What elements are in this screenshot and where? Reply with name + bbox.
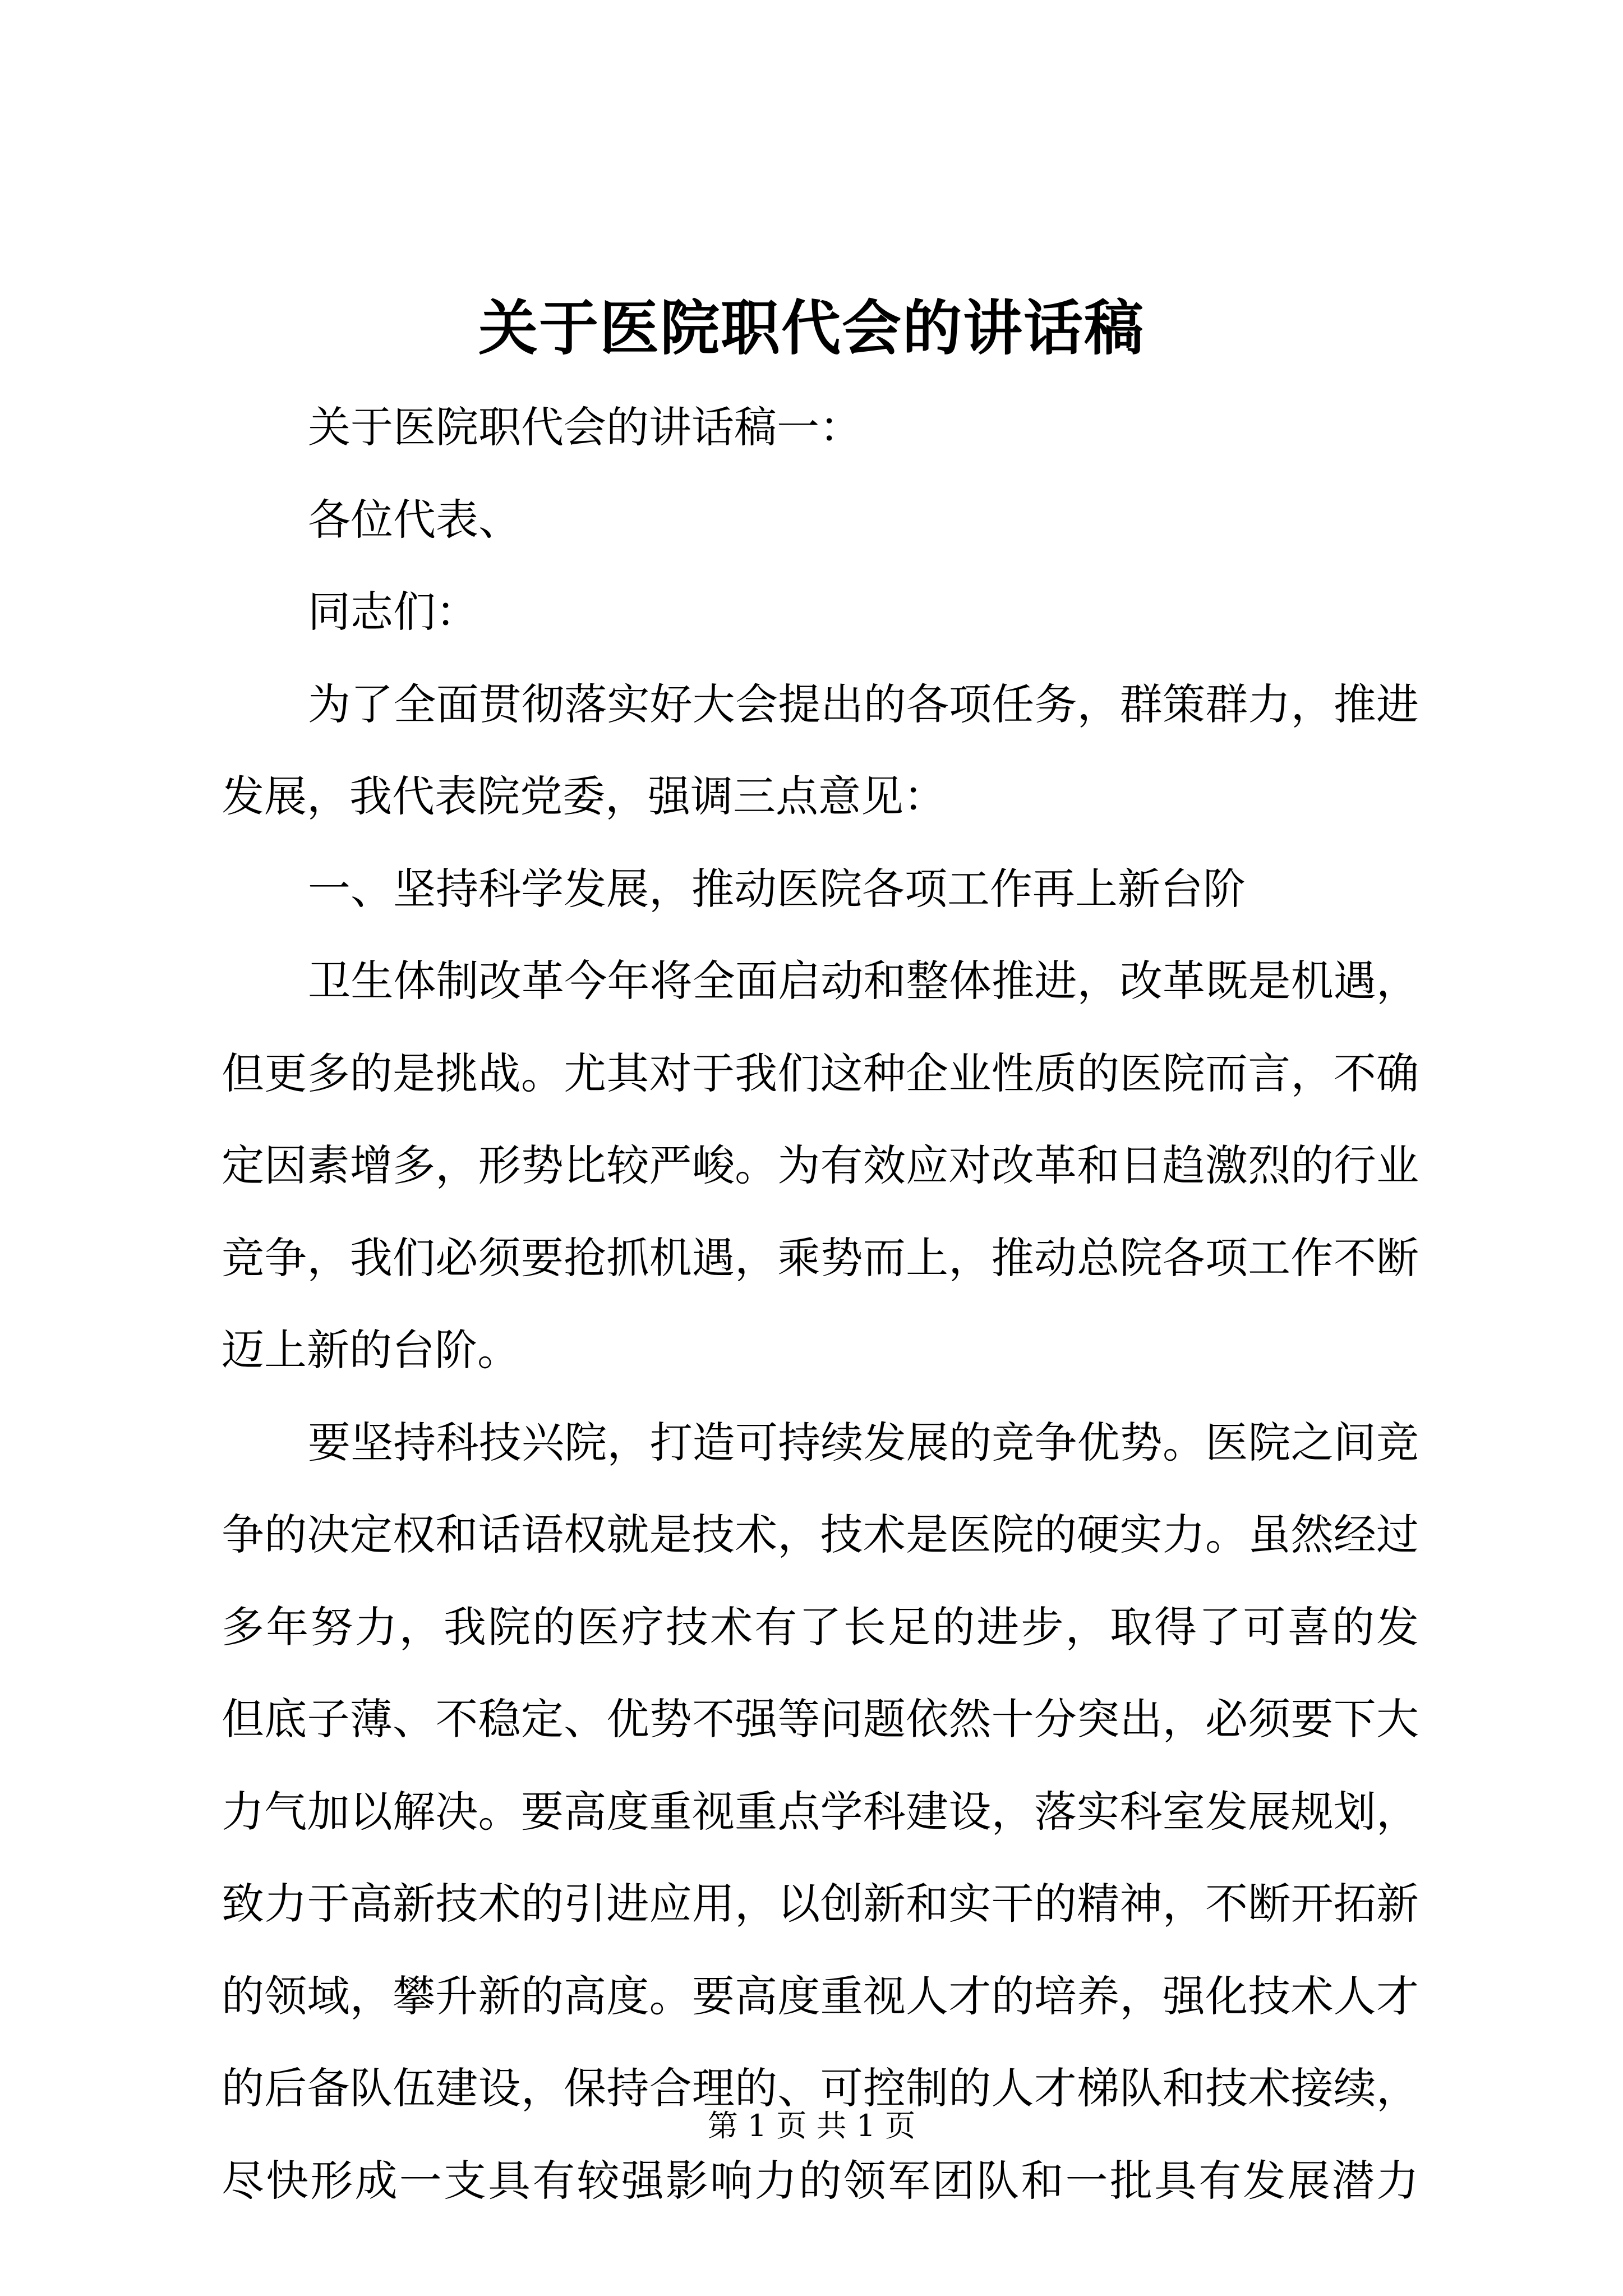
text-line: 但底子薄、不稳定、优势不强等问题依然十分突出，必须要下大 bbox=[222, 1694, 1419, 1744]
text-line: 多年努力，我院的医疗技术有了长足的进步，取得了可喜的发 bbox=[222, 1602, 1419, 1652]
text-line: 但更多的是挑战。尤其对于我们这种企业性质的医院而言，不确 bbox=[222, 1048, 1419, 1098]
document-title: 关于医院职代会的讲话稿 bbox=[478, 293, 1145, 363]
text-line: 为了全面贯彻落实好大会提出的各项任务，群策群力，推进 bbox=[308, 679, 1419, 729]
text-line: 的后备队伍建设，保持合理的、可控制的人才梯队和技术接续， bbox=[222, 2063, 1419, 2113]
document-body bbox=[222, 381, 1419, 2227]
text-line: 致力于高新技术的引进应用，以创新和实干的精神，不断开拓新 bbox=[222, 1879, 1419, 1929]
text-line: 定因素增多，形势比较严峻。为有效应对改革和日趋激烈的行业 bbox=[222, 1140, 1419, 1190]
text-line: 要坚持科技兴院，打造可持续发展的竞争优势。医院之间竞 bbox=[308, 1417, 1419, 1467]
text-line: 争的决定权和话语权就是技术，技术是医院的硬实力。虽然经过 bbox=[222, 1510, 1419, 1559]
text-line: 的领域，攀升新的高度。要高度重视人才的培养，强化技术人才 bbox=[222, 1971, 1419, 2021]
text-line: 一、坚持科学发展，推动医院各项工作再上新台阶 bbox=[308, 863, 1246, 914]
text-line: 同志们： bbox=[308, 587, 478, 637]
text-line: 卫生体制改革今年将全面启动和整体推进，改革既是机遇， bbox=[308, 956, 1419, 1006]
page-number-footer: 第 1 页 共 1 页 bbox=[707, 2108, 916, 2143]
text-line: 关于医院职代会的讲话稿一： bbox=[308, 402, 862, 452]
text-line: 竞争，我们必须要抢抓机遇，乘势而上，推动总院各项工作不断 bbox=[222, 1232, 1419, 1283]
text-line: 迈上新的台阶。 bbox=[222, 1325, 520, 1375]
text-line: 发展，我代表院党委，强调三点意见： bbox=[222, 771, 946, 821]
text-line: 各位代表、 bbox=[308, 494, 521, 545]
text-line: 尽快形成一支具有较强影响力的领军团队和一批具有发展潜力 bbox=[222, 2155, 1419, 2206]
text-line: 力气加以解决。要高度重视重点学科建设，落实科室发展规划， bbox=[222, 1786, 1419, 1837]
